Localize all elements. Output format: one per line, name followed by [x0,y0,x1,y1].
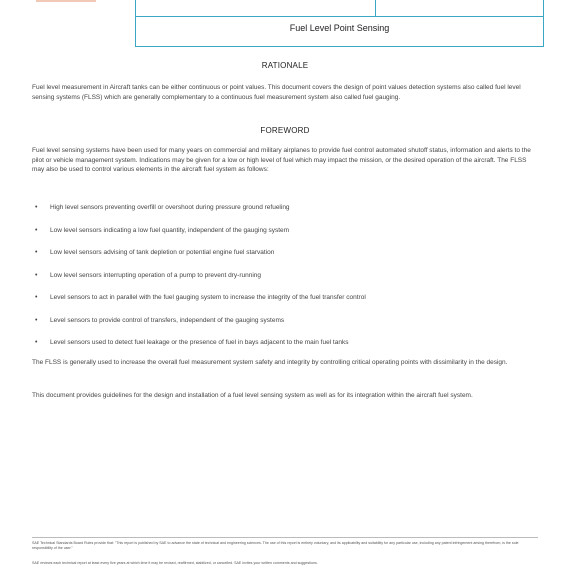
foreword-heading: FOREWORD [260,126,310,135]
logo-fragment [36,0,96,2]
bullet-dot-icon: • [35,204,38,211]
header-divider [375,0,376,16]
header-top-row [136,0,543,17]
bullet-dot-icon: • [35,227,38,234]
bullet-dot-icon: • [35,249,38,256]
foreword-paragraph-3: This document provides guidelines for the design and installation of a fuel level sensing system as well as for its integration within the aircraft fuel system. [32,392,473,399]
rationale-text: Fuel level measurement in Aircraft tanks can be either continuous or point values. This document covers the design of point values detection systems also called fuel level sensing systems (FLSS) which are generally complementary to a continuous fuel measurement system also called fuel gauging. [32,84,521,101]
foreword-paragraph-2: The FLSS is generally used to increase the overall fuel measurement system safety and integrity by controlling critical operating points with dissimilarity in the design. [32,359,508,366]
document-title: Fuel Level Point Sensing [289,23,390,33]
bullet-dot-icon: • [35,272,38,279]
bullet-dot-icon: • [35,294,38,301]
footer-note-1: SAE Technical Standards Board Rules provide that: "This report is published by SAE to advance the state of technical and engineering sciences. The use of this report is entirely voluntary, and its applicability and suitability for any particular use, including any patent infringement arising therefrom, is the sole responsibility of the user." [32,541,519,550]
footer-rule [32,537,538,538]
footer-note-2: SAE reviews each technical report at least every five years at which time it may be revised, reaffirmed, stabilized, or cancelled. SAE invites your written comments and suggestions. [32,561,318,565]
foreword-intro: Fuel level sensing systems have been used for many years on commercial and military airplanes to provide fuel control automated shutoff status, information and alerts to the pilot or vehicle management system. Indications may be given for a low or high level of fuel which may impact the mission, or the desired operation of the aircraft. The FLSS may also be used to control various elements in the aircraft fuel system as follows: [32,147,531,173]
document-header-box [135,0,544,47]
bullet-dot-icon: • [35,339,38,346]
rationale-heading: RATIONALE [261,61,309,70]
bullet-dot-icon: • [35,317,38,324]
